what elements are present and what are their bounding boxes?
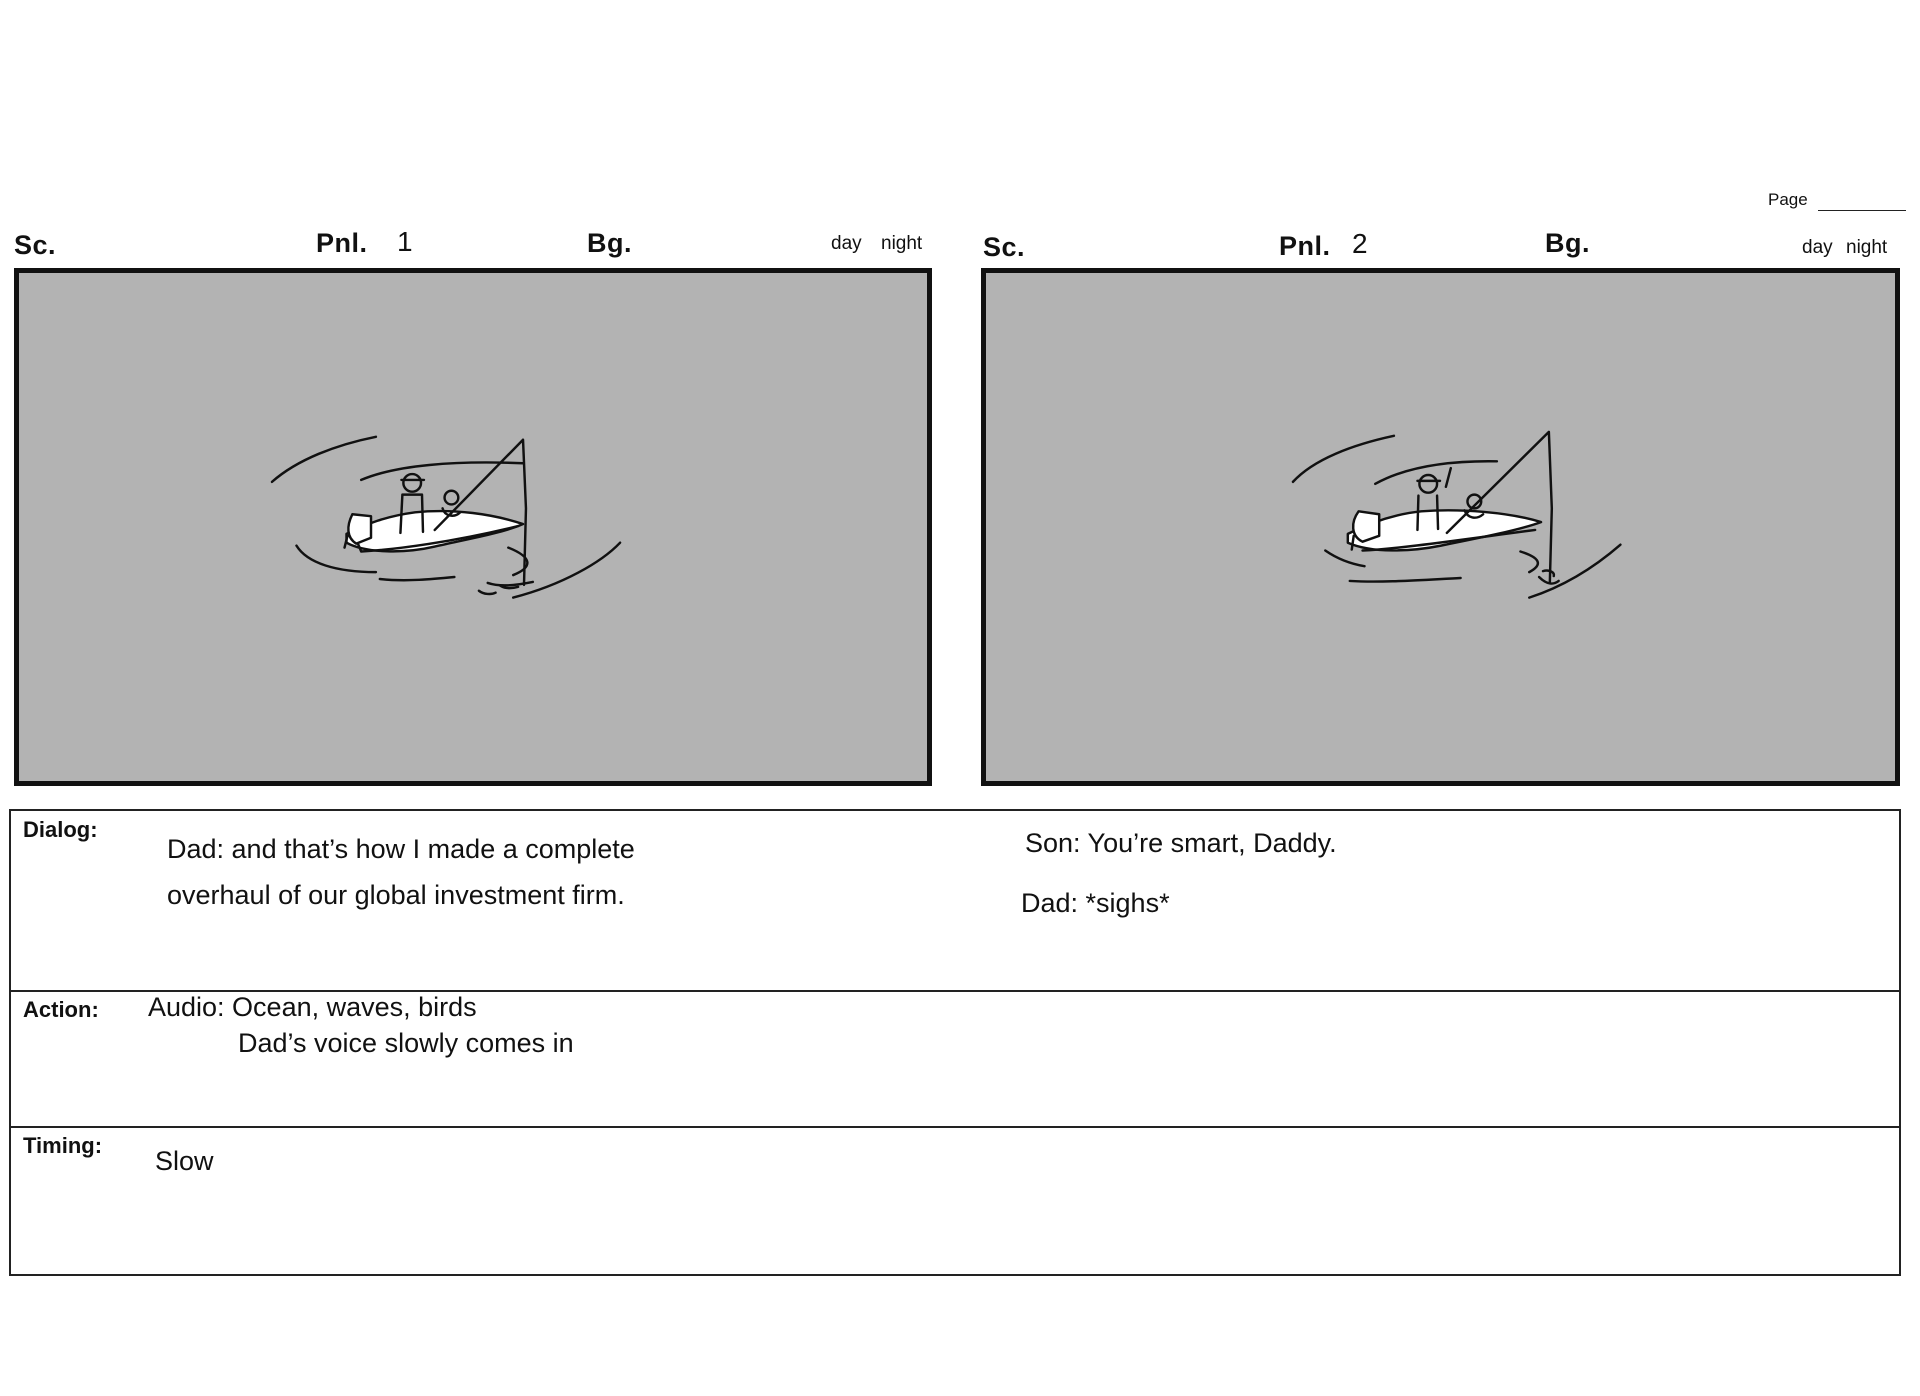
action-line-1: Audio: Ocean, waves, birds	[148, 992, 477, 1022]
boat-fishing-sketch-1	[19, 273, 927, 781]
scene-label-1: Sc.	[14, 230, 57, 260]
background-label-2: Bg.	[1545, 228, 1590, 258]
notes-table	[9, 809, 1901, 1276]
action-line-2: Dad’s voice slowly comes in	[238, 1028, 574, 1058]
panel-label-2: Pnl.	[1279, 231, 1331, 261]
dialog-right-line-1: Son: You’re smart, Daddy.	[1025, 828, 1337, 858]
panel-number-2: 2	[1352, 228, 1368, 259]
storyboard-panel-2	[981, 268, 1900, 786]
day-label-1: day	[831, 233, 862, 254]
page-label: Page	[1768, 190, 1808, 209]
background-label-1: Bg.	[587, 228, 632, 258]
dialog-label: Dialog:	[23, 817, 98, 842]
panel-number-1: 1	[397, 226, 413, 257]
row-divider-timing	[11, 1126, 1899, 1128]
day-label-2: day	[1802, 237, 1833, 258]
timing-label: Timing:	[23, 1133, 103, 1158]
boat-fishing-sketch-2	[986, 273, 1895, 781]
storyboard-panel-1	[14, 268, 932, 786]
page-number-line	[1818, 210, 1906, 211]
timing-value: Slow	[155, 1146, 214, 1176]
action-label: Action:	[23, 997, 99, 1022]
dialog-left-line-1: Dad: and that’s how I made a complete	[167, 834, 635, 864]
night-label-2: night	[1846, 237, 1888, 258]
dialog-left-line-2: overhaul of our global investment firm.	[167, 880, 625, 910]
scene-label-2: Sc.	[983, 232, 1026, 262]
panel-label-1: Pnl.	[316, 228, 368, 258]
dialog-right-line-2: Dad: *sighs*	[1021, 888, 1170, 918]
night-label-1: night	[881, 233, 923, 254]
